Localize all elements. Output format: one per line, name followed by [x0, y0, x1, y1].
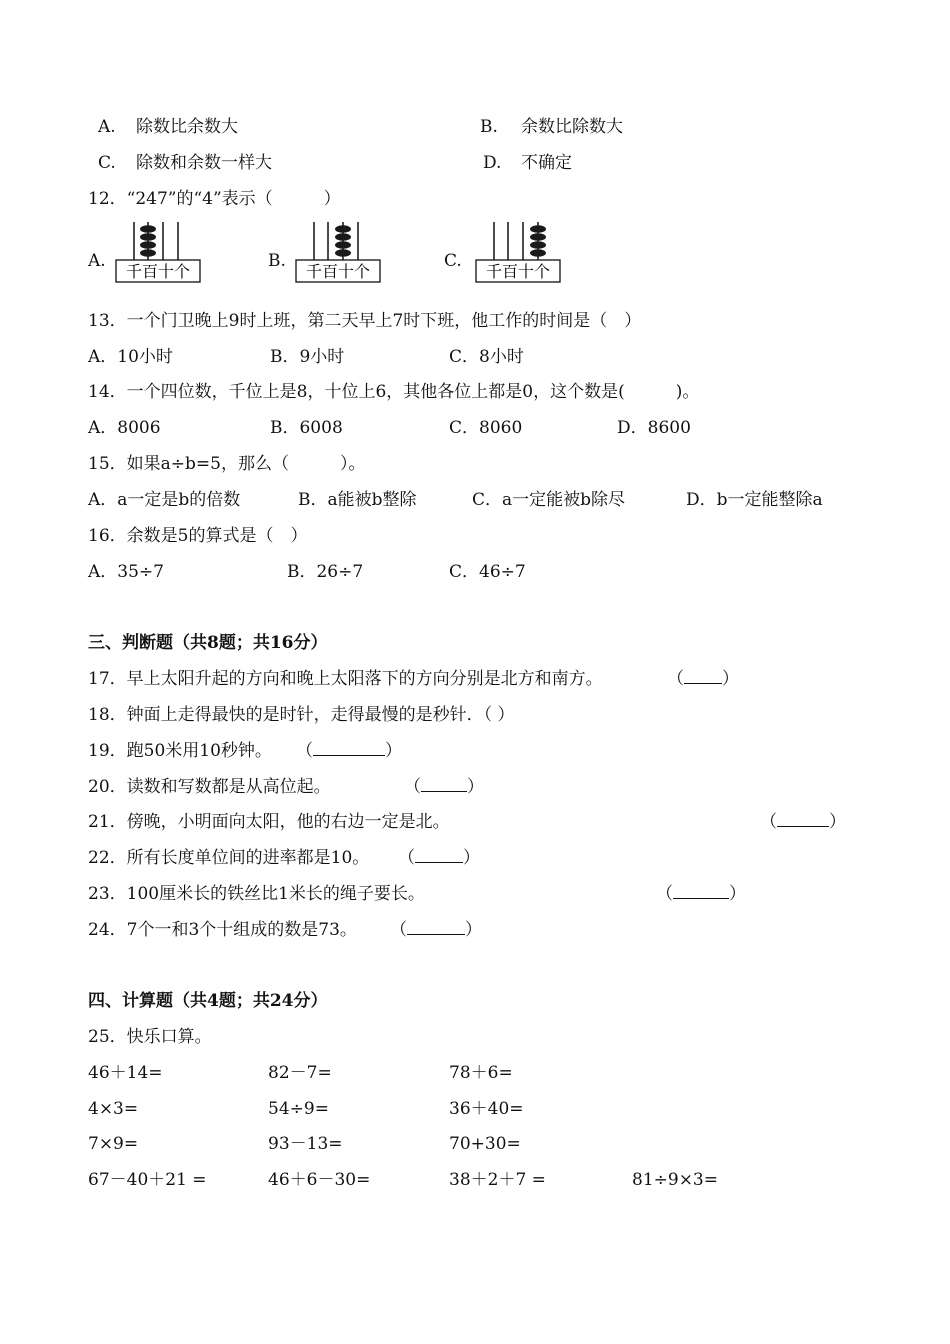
q15-option-a: A．a一定是b的倍数: [88, 490, 241, 510]
q16-stem: 16．余数是5的算式是（ ）: [88, 526, 308, 546]
calc-item: 54÷9=: [268, 1099, 329, 1119]
q14-stem: 14．一个四位数，千位上是8，十位上6，其他各位上都是0，这个数是( )。: [88, 382, 700, 402]
q11-option-a-label: A.: [98, 117, 116, 137]
q12-stem: 12．“247”的“4”表示（ ）: [88, 189, 341, 209]
calc-item: 46＋14=: [88, 1063, 163, 1083]
q21-answer-blank[interactable]: （ ）: [760, 812, 846, 832]
q24-text: 24．7个一和3个十组成的数是73。: [88, 920, 357, 940]
q16-option-c: C．46÷7: [449, 562, 526, 582]
q11-option-b-text: 余数比除数大: [521, 117, 623, 137]
abacus-b-illustration: [292, 220, 384, 284]
q20-answer-blank[interactable]: （ ）: [404, 777, 484, 797]
q17-text: 17．早上太阳升起的方向和晚上太阳落下的方向分别是北方和南方。: [88, 669, 603, 689]
calc-item: 78＋6=: [449, 1063, 513, 1083]
abacus-a-illustration: [112, 220, 204, 284]
calc-item: 82－7=: [268, 1063, 332, 1083]
q12-option-b-label: B.: [268, 251, 286, 271]
q19-text: 19．跑50米用10秒钟。: [88, 741, 272, 761]
q11-option-a-text: 除数比余数大: [136, 117, 238, 137]
q14-option-b: B．6008: [270, 418, 343, 438]
q15-option-b: B．a能被b整除: [298, 490, 417, 510]
abacus-c-place-labels: 千百十个: [485, 262, 551, 281]
q15-option-c: C．a一定能被b除尽: [472, 490, 626, 510]
calc-item: 81÷9×3=: [632, 1170, 718, 1190]
q23-text: 23．100厘米长的铁丝比1米长的绳子要长。: [88, 884, 425, 904]
q22-text: 22．所有长度单位间的进率都是10。: [88, 848, 370, 868]
calc-item: 70+30=: [449, 1134, 521, 1154]
calc-item: 46＋6－30=: [268, 1170, 371, 1190]
section-4-title: 四、计算题（共4题；共24分）: [88, 991, 328, 1011]
abacus-c-illustration: [472, 220, 564, 284]
calc-item: 93－13=: [268, 1134, 343, 1154]
q11-option-b-label: B.: [480, 117, 498, 137]
calc-item: 36＋40=: [449, 1099, 524, 1119]
calc-item: 4×3=: [88, 1099, 139, 1119]
q23-answer-blank[interactable]: （ ）: [656, 884, 746, 904]
q25-text: 25．快乐口算。: [88, 1027, 212, 1047]
q21-text: 21．傍晚，小明面向太阳，他的右边一定是北。: [88, 812, 450, 832]
q17-answer-blank[interactable]: （ ）: [667, 669, 739, 689]
q14-option-c: C．8060: [449, 418, 523, 438]
q12-option-c-label: C.: [444, 251, 462, 271]
section-3-title: 三、判断题（共8题；共16分）: [88, 633, 328, 653]
q11-option-d-label: D.: [483, 153, 502, 173]
q11-option-c-label: C.: [98, 153, 116, 173]
abacus-b-place-labels: 千百十个: [305, 262, 371, 281]
q13-option-b: B．9小时: [270, 347, 345, 367]
q12-option-a-label: A.: [88, 251, 106, 271]
q11-option-d-text: 不确定: [521, 153, 572, 173]
q18-text: 18．钟面上走得最快的是时针，走得最慢的是秒针．（ ）: [88, 705, 515, 725]
calc-item: 7×9=: [88, 1134, 139, 1154]
q19-answer-blank[interactable]: （ ）: [296, 741, 402, 761]
q14-option-a: A．8006: [88, 418, 161, 438]
q14-option-d: D．8600: [617, 418, 691, 438]
q24-answer-blank[interactable]: （ ）: [390, 920, 482, 940]
abacus-a-place-labels: 千百十个: [125, 262, 191, 281]
q22-answer-blank[interactable]: （ ）: [398, 848, 480, 868]
calc-item: 67－40＋21 =: [88, 1170, 207, 1190]
q15-option-d: D．b一定能整除a: [686, 490, 823, 510]
q16-option-a: A．35÷7: [88, 562, 164, 582]
q13-option-c: C．8小时: [449, 347, 524, 367]
q20-text: 20．读数和写数都是从高位起。: [88, 777, 331, 797]
q13-option-a: A．10小时: [88, 347, 173, 367]
calc-item: 38＋2＋7 =: [449, 1170, 546, 1190]
q16-option-b: B．26÷7: [287, 562, 364, 582]
q15-stem: 15．如果a÷b=5，那么（ ）。: [88, 454, 366, 474]
q11-option-c-text: 除数和余数一样大: [136, 153, 272, 173]
q13-stem: 13．一个门卫晚上9时上班，第二天早上7时下班，他工作的时间是（ ）: [88, 311, 642, 331]
